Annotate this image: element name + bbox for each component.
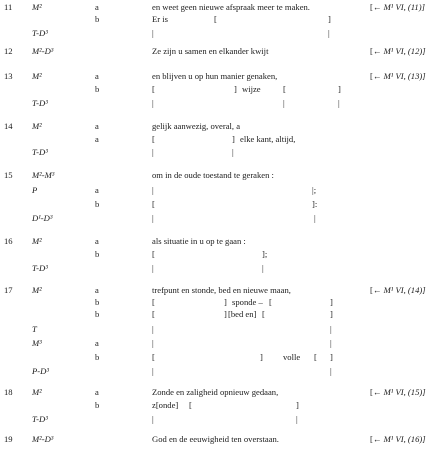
variant-bar: |	[152, 338, 154, 348]
witness-siglum: M²	[32, 121, 42, 131]
sub-line-marker: a	[95, 134, 99, 144]
verse-text: Zonde en zaligheid opnieuw gedaan,	[152, 387, 279, 397]
verse-number: 18	[4, 387, 13, 397]
source-reference: [← M¹ VI, (16)]	[370, 434, 426, 444]
variant-bar: |	[328, 28, 330, 38]
witness-siglum: M²-M³	[32, 170, 55, 180]
variant-bar: |	[152, 28, 154, 38]
source-reference: [← M¹ VI, (11)]	[370, 2, 425, 12]
variant-punct: ];	[262, 249, 268, 259]
source-reference: [← M¹ VI, (15)]	[370, 387, 426, 397]
variant-bar: |	[152, 185, 154, 195]
sub-line-marker: b	[95, 14, 100, 24]
variant-bracket: ]	[338, 84, 341, 94]
variant-bar: |	[314, 213, 316, 223]
variant-punct: ]:	[312, 199, 318, 209]
variant-bar: |	[338, 98, 340, 108]
witness-siglum: M²-D³	[32, 434, 54, 444]
variant-bracket: ]	[260, 352, 263, 362]
verse-number: 11	[4, 2, 13, 12]
verse-number: 15	[4, 170, 13, 180]
sub-line-marker: a	[95, 121, 99, 131]
sub-line-marker: b	[95, 352, 100, 362]
witness-siglum: T-D³	[32, 263, 48, 273]
variant-bracket: [	[152, 309, 155, 319]
variant-bracket: ]	[330, 352, 333, 362]
variant-word: elke kant, altijd,	[240, 134, 296, 144]
source-reference: [← M¹ VI, (13)]	[370, 71, 426, 81]
verse-text: trefpunt en stonde, bed en nieuwe maan,	[152, 285, 291, 295]
variant-bracket: [	[214, 14, 217, 24]
variant-bar: |	[283, 98, 285, 108]
witness-siglum: M²	[32, 387, 42, 397]
variant-bar: |	[330, 366, 332, 376]
verse-number: 19	[4, 434, 13, 444]
variant-bar: |	[296, 414, 298, 424]
verse-number: 14	[4, 121, 13, 131]
variant-bar: |	[330, 324, 332, 334]
variant-bracket: [	[152, 249, 155, 259]
variant-bracket: [	[152, 352, 155, 362]
variant-bar: |	[152, 147, 154, 157]
witness-siglum: M²	[32, 236, 42, 246]
witness-siglum: M²-D³	[32, 46, 54, 56]
variant-bar: |	[232, 147, 234, 157]
variant-bracket: ]	[328, 14, 331, 24]
sub-line-marker: b	[95, 249, 100, 259]
sub-line-marker: b	[95, 199, 100, 209]
variant-bar: |	[330, 338, 332, 348]
witness-siglum: D¹-D³	[32, 213, 53, 223]
variant-bracket: [	[283, 84, 286, 94]
witness-siglum: T	[32, 324, 37, 334]
variant-bracket: [	[152, 297, 155, 307]
variant-bracket: ]	[330, 297, 333, 307]
variant-word: z[onde]	[152, 400, 179, 410]
variant-bracket: ]	[330, 309, 333, 319]
variant-bar: |	[152, 414, 154, 424]
verse-text: als situatie in u op te gaan :	[152, 236, 246, 246]
sub-line-marker: a	[95, 387, 99, 397]
witness-siglum: T-D³	[32, 28, 48, 38]
variant-bracket: [	[152, 84, 155, 94]
variant-bracket: [	[314, 352, 317, 362]
variant-word: sponde –	[232, 297, 263, 307]
verse-text: Er is	[152, 14, 168, 24]
verse-text: om in de oude toestand te geraken :	[152, 170, 274, 180]
verse-number: 13	[4, 71, 13, 81]
variant-word: wijze	[242, 84, 261, 94]
variant-bar: |	[262, 263, 264, 273]
witness-siglum: M²	[32, 285, 42, 295]
witness-siglum: M²	[32, 2, 42, 12]
sub-line-marker: b	[95, 297, 100, 307]
sub-line-marker: b	[95, 309, 100, 319]
variant-bracket: ]	[224, 309, 227, 319]
verse-text: en blijven u op hun manier genaken,	[152, 71, 278, 81]
sub-line-marker: a	[95, 285, 99, 295]
witness-siglum: P-D³	[32, 366, 49, 376]
sub-line-marker: a	[95, 185, 99, 195]
witness-siglum: T-D³	[32, 147, 48, 157]
variant-bracket: [	[269, 297, 272, 307]
variant-bracket: [	[152, 199, 155, 209]
variant-word: [bed en]	[228, 309, 257, 319]
variant-bar: |	[152, 213, 154, 223]
variant-bracket: ]	[234, 84, 237, 94]
witness-siglum: P	[32, 185, 38, 195]
sub-line-marker: a	[95, 2, 99, 12]
variant-punct: |;	[312, 185, 317, 195]
variant-bracket: ]	[224, 297, 227, 307]
verse-number: 12	[4, 46, 13, 56]
verse-text: God en de eeuwigheid ten overstaan.	[152, 434, 279, 444]
verse-text: en weet geen nieuwe afspraak meer te maken.	[152, 2, 310, 12]
witness-siglum: M³	[32, 338, 42, 348]
verse-number: 16	[4, 236, 13, 246]
sub-line-marker: a	[95, 338, 99, 348]
variant-bracket: ]	[296, 400, 299, 410]
variant-bar: |	[152, 263, 154, 273]
variant-bar: |	[152, 366, 154, 376]
variant-bracket: [	[152, 134, 155, 144]
verse-text: gelijk aanwezig, overal, a	[152, 121, 241, 131]
witness-siglum: T-D³	[32, 414, 48, 424]
witness-siglum: T-D³	[32, 98, 48, 108]
verse-number: 17	[4, 285, 13, 295]
witness-siglum: M²	[32, 71, 42, 81]
sub-line-marker: b	[95, 84, 100, 94]
source-reference: [← M¹ VI, (14)]	[370, 285, 426, 295]
source-reference: [← M¹ VI, (12)]	[370, 46, 426, 56]
sub-line-marker: a	[95, 71, 99, 81]
variant-word: volle	[283, 352, 301, 362]
sub-line-marker: a	[95, 236, 99, 246]
variant-bracket: [	[189, 400, 192, 410]
verse-text: Ze zijn u samen en elkander kwijt	[152, 46, 269, 56]
sub-line-marker: b	[95, 400, 100, 410]
variant-bar: |	[152, 324, 154, 334]
variant-bracket: ]	[232, 134, 235, 144]
variant-bracket: [	[262, 309, 265, 319]
variant-bar: |	[152, 98, 154, 108]
